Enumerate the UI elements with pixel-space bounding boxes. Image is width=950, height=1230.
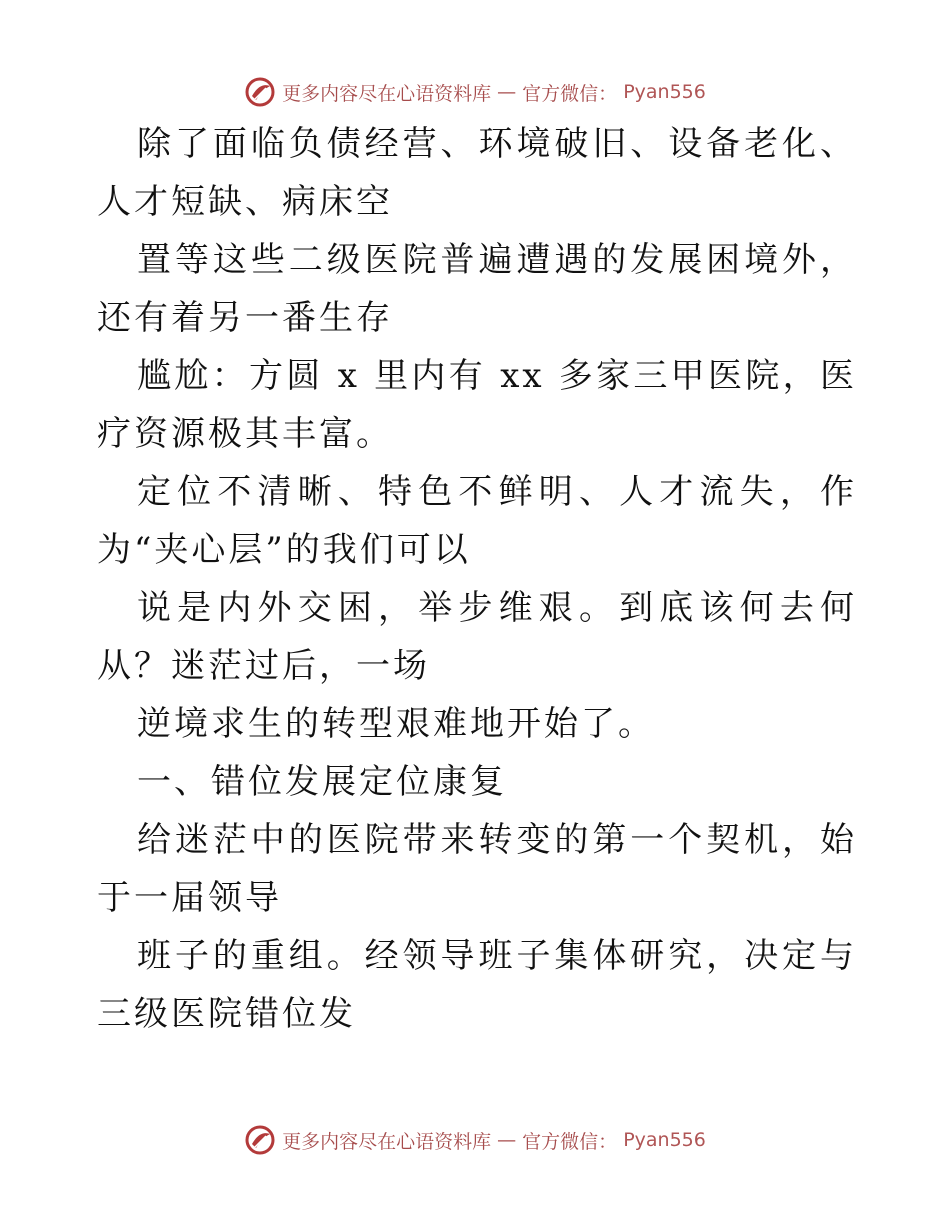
paragraph: 置等这些二级医院普遍遭遇的发展困境外，还有着另一番生存 — [97, 240, 857, 338]
paragraph: 除了面临负债经营、环境破旧、设备老化、人才短缺、病床空 — [97, 124, 857, 222]
paragraph: 给迷茫中的医院带来转变的第一个契机，始于一届领导 — [97, 820, 857, 918]
watermark-handle: Pyan556 — [623, 1129, 706, 1151]
header-watermark — [0, 72, 950, 112]
paragraph: 逆境求生的转型艰难地开始了。 — [137, 704, 655, 744]
paragraph: 说是内外交困，举步维艰。到底该何去何从？迷茫过后，一场 — [97, 588, 857, 686]
footer-watermark — [0, 1120, 950, 1160]
logo-icon — [244, 1124, 276, 1156]
paragraph: 班子的重组。经领导班子集体研究，决定与三级医院错位发 — [97, 936, 857, 1034]
watermark-handle: Pyan556 — [623, 81, 706, 103]
watermark-text: 更多内容尽在心语资料库 — [282, 1130, 492, 1153]
watermark-label: 官方微信： — [522, 82, 618, 105]
logo-icon — [244, 76, 276, 108]
section-heading: 一、错位发展定位康复 — [137, 762, 507, 802]
watermark-dash: — — [497, 81, 517, 103]
watermark-dash: — — [497, 1129, 517, 1151]
watermark-label: 官方微信： — [522, 1130, 618, 1153]
document-body — [97, 115, 857, 1043]
watermark-text: 更多内容尽在心语资料库 — [282, 82, 492, 105]
paragraph: 定位不清晰、特色不鲜明、人才流失，作为“夹心层”的我们可以 — [97, 472, 857, 570]
paragraph: 尴尬：方圆 x 里内有 xx 多家三甲医院，医疗资源极其丰富。 — [97, 356, 857, 454]
